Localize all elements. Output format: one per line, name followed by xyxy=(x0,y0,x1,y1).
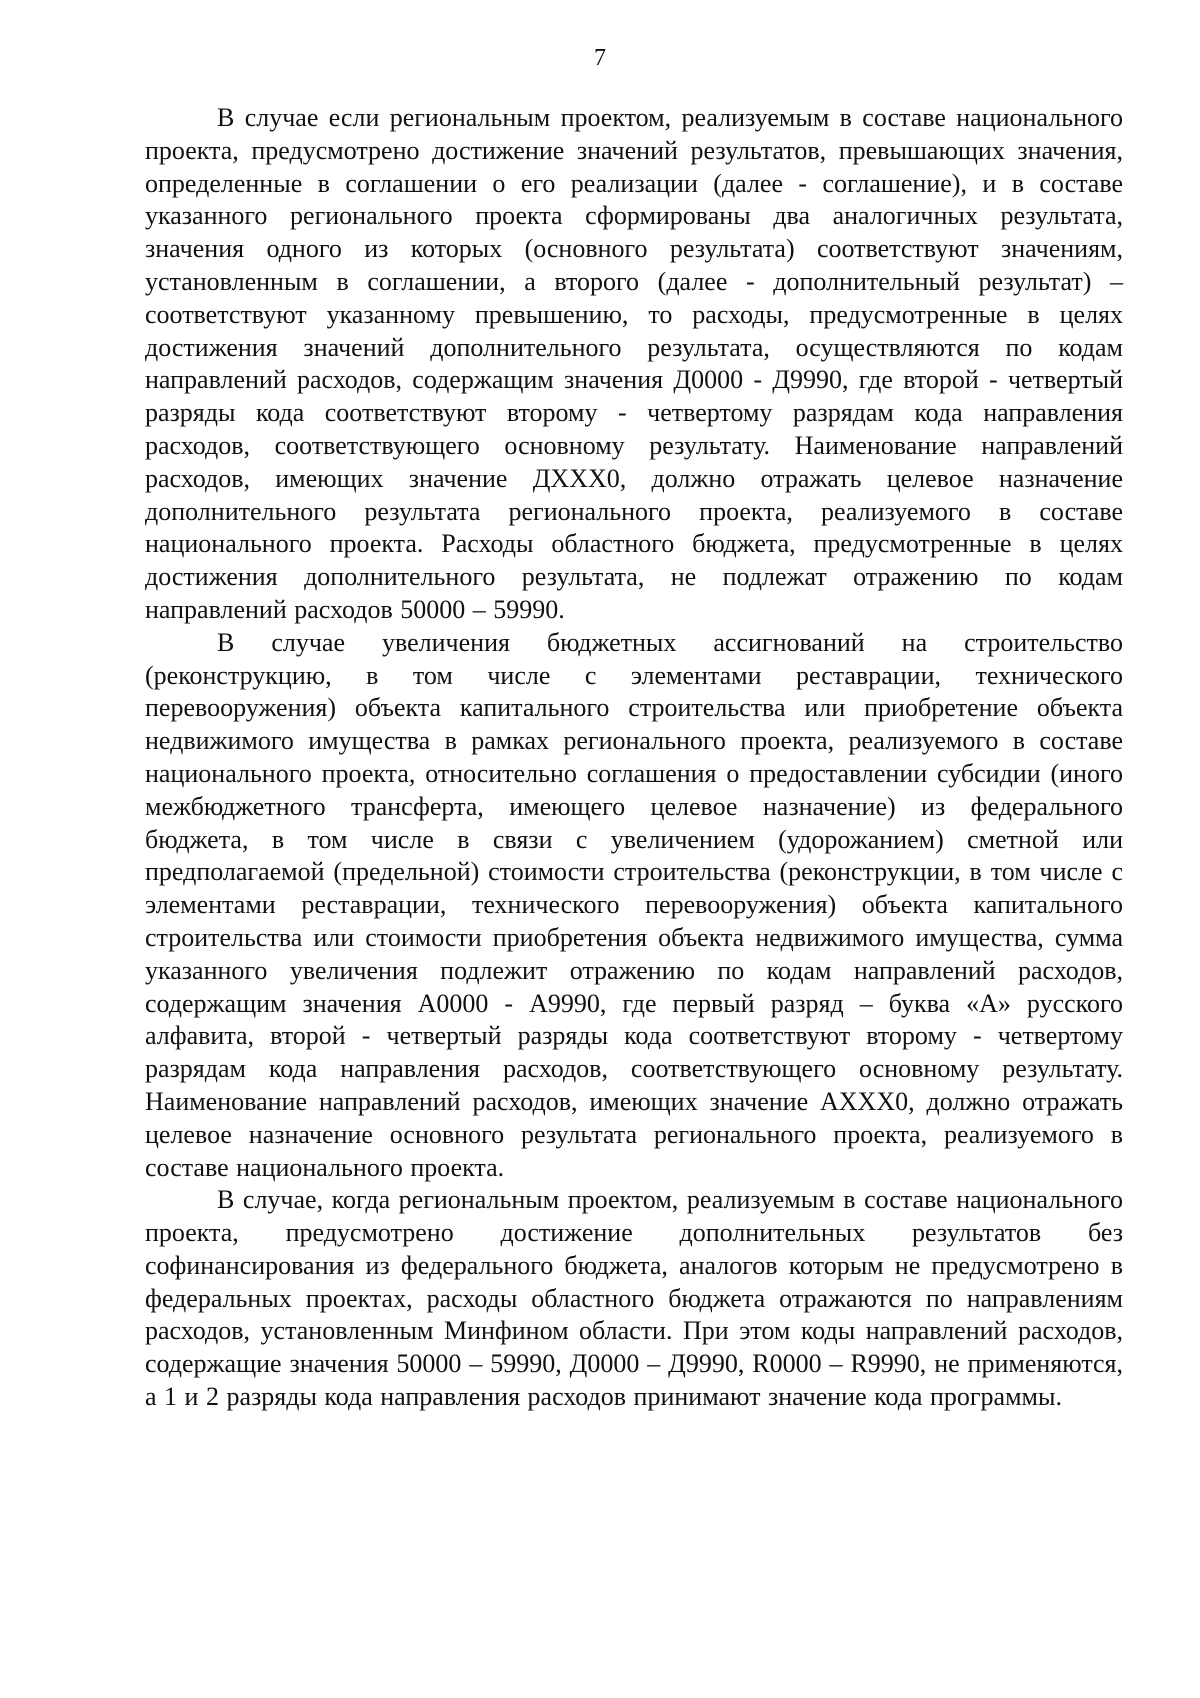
paragraph-additional-result: В случае если региональным проектом, реализуемым в составе национального проекта, предусмотрено достижение значений результатов, превышающих значения, определенные в соглашении о его реализации (далее - соглашение), и в составе указанного регионального проекта сформированы два аналогичных результата, значения одного из которых (основного результата) соответствуют значениям, установленным в соглашении, а второго (далее - дополнительный результат) – соответствуют указанному превышению, то расходы, предусмотренные в целях достижения значений дополнительного результата, осуществляются по кодам направлений расходов, содержащим значения Д0000 - Д9990, где второй - четвертый разряды кода соответствуют второму - четвертому разрядам кода направления расходов, соответствующего основному результату. Наименование направлений расходов, имеющих значение ДХХХ0, должно отражать целевое назначение дополнительного результата регионального проекта, реализуемого в составе национального проекта. Расходы областного бюджета, предусмотренные в целях достижения дополнительного результата, не подлежат отражению по кодам направлений расходов 50000 – 59990. xyxy=(145,103,1123,624)
page-number: 7 xyxy=(594,45,606,71)
paragraph-no-cofinancing: В случае, когда региональным проектом, реализуемым в составе национального проекта, предусмотрено достижение дополнительных результатов без софинансирования из федерального бюджета, аналогов которым не предусмотрено в федеральных проектах, расходы областного бюджета отражаются по направлениям расходов, установленным Минфином области. При этом коды направлений расходов, содержащие значения 50000 – 59990, Д0000 – Д9990, R0000 – R9990, не применяются, а 1 и 2 разряды кода направления расходов принимают значение кода программы. xyxy=(145,1185,1123,1412)
paragraph-capital-construction: В случае увеличения бюджетных ассигнований на строительство (реконструкцию, в том числе с элементами реставрации, технического перевооружения) объекта капитального строительства или приобретение объекта недвижимого имущества в рамках регионального проекта, реализуемого в составе национального проекта, относительно соглашения о предоставлении субсидии (иного межбюджетного трансферта, имеющего целевое назначение) из федерального бюджета, в том числе в связи с увеличением (удорожанием) сметной или предполагаемой (предельной) стоимости строительства (реконструкции, в том числе с элементами реставрации, технического перевооружения) объекта капитального строительства или стоимости приобретения объекта недвижимого имущества, сумма указанного увеличения подлежит отражению по кодам направлений расходов, содержащим значения А0000 - А9990, где первый разряд – буква «А» русского алфавита, второй - четвертый разряды кода соответствуют второму - четвертому разрядам кода направления расходов, соответствующего основному результату. Наименование направлений расходов, имеющих значение АХХХ0, должно отражать целевое назначение основного результата регионального проекта, реализуемого в составе национального проекта. xyxy=(145,627,1123,1182)
document-body xyxy=(145,102,1123,1414)
